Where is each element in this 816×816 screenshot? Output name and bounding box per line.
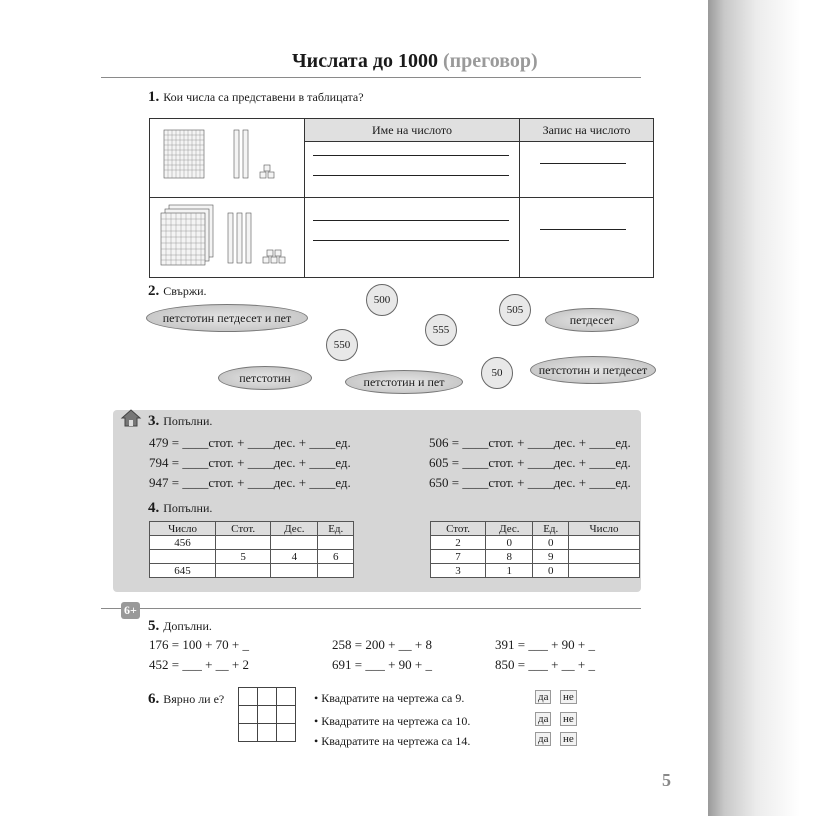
unit-units: ед. <box>615 435 631 450</box>
yes-option[interactable]: да <box>535 712 551 726</box>
unit-hundreds: стот. + <box>488 435 525 450</box>
table-cell: 6 <box>318 550 354 564</box>
table-header: Число <box>569 522 640 536</box>
bird-number[interactable] <box>326 329 358 361</box>
ex5-equation[interactable]: 391 = ___ + 90 + _ <box>495 637 595 652</box>
ex3-row: 479 = ____стот. + ____дес. + ____ед. <box>149 435 351 450</box>
table-cell[interactable] <box>216 564 271 578</box>
unit-tens: дес. + <box>273 475 307 490</box>
unit-tens: дес. + <box>553 435 587 450</box>
ex2-instruction: Свържи. <box>163 284 207 298</box>
base-ten-blocks-icon <box>151 199 301 271</box>
feather-label: петстотин петдесет и пет <box>162 310 292 325</box>
unit-hundreds: стот. + <box>208 455 245 470</box>
table-cell: 7 <box>431 550 486 564</box>
ex2-heading <box>148 282 207 300</box>
bird-label: 505 <box>506 304 524 316</box>
answer-line[interactable] <box>313 175 509 176</box>
ex3-row: 605 = ____стот. + ____дес. + ____ед. <box>429 455 631 470</box>
ex1-row2-record-cell[interactable] <box>520 198 654 278</box>
ex6-statement: • Квадратите на чертежа са 14. <box>314 734 471 748</box>
title-sub: (преговор) <box>442 50 538 72</box>
yes-option[interactable]: да <box>535 732 551 746</box>
table-row <box>150 564 354 578</box>
feather-label: петстотин и петдесет <box>538 362 648 377</box>
no-option[interactable]: не <box>560 732 577 746</box>
bird-label: 50 <box>491 367 503 379</box>
table-cell: 1 <box>486 564 533 578</box>
section-rule <box>101 608 641 609</box>
table-cell[interactable] <box>271 536 318 550</box>
ex6-heading <box>148 690 224 708</box>
ex4-instruction: Попълни. <box>163 501 213 515</box>
unit-tens: дес. + <box>273 455 307 470</box>
ex1-heading <box>148 88 364 106</box>
table-header: Дес. <box>271 522 318 536</box>
ex4-right-table <box>430 521 640 578</box>
unit-hundreds: стот. + <box>488 455 525 470</box>
feather-card[interactable] <box>218 366 312 390</box>
ex3-left-column <box>149 433 351 493</box>
unit-tens: дес. + <box>553 475 587 490</box>
table-cell: 0 <box>486 536 533 550</box>
no-option[interactable]: не <box>560 690 577 704</box>
table-header: Стот. <box>216 522 271 536</box>
ex5-instruction: Допълни. <box>163 619 212 633</box>
ex1-table <box>149 118 654 278</box>
table-cell: 0 <box>533 564 569 578</box>
ex5-equation[interactable]: 850 = ___ + __ + _ <box>495 657 595 672</box>
ex1-row1-record-cell[interactable] <box>520 142 654 198</box>
ex1-row2-name-cell[interactable] <box>305 198 520 278</box>
ex3-number-text: 479 = <box>149 435 180 450</box>
ex1-question: Кои числа са представени в таблицата? <box>163 90 364 104</box>
table-header: Ед. <box>318 522 354 536</box>
ex3-number-text: 605 = <box>429 455 460 470</box>
ex3-right-column <box>429 433 631 493</box>
answer-line[interactable] <box>313 220 509 221</box>
bird-number[interactable] <box>481 357 513 389</box>
bird-number[interactable] <box>366 284 398 316</box>
ex3-heading <box>148 412 212 430</box>
feather-card[interactable] <box>530 356 656 384</box>
house-icon <box>120 408 142 428</box>
unit-units: ед. <box>335 435 351 450</box>
yes-option[interactable]: да <box>535 690 551 704</box>
table-cell[interactable] <box>150 550 216 564</box>
feather-card[interactable] <box>545 308 639 332</box>
ex3-number-text: 794 = <box>149 455 180 470</box>
bird-number[interactable] <box>499 294 531 326</box>
feather-label: петстотин и пет <box>363 374 445 389</box>
feather-card[interactable] <box>146 304 308 332</box>
unit-hundreds: стот. + <box>208 435 245 450</box>
unit-hundreds: стот. + <box>208 475 245 490</box>
table-row <box>150 536 354 550</box>
ex3-row: 650 = ____стот. + ____дес. + ____ед. <box>429 475 631 490</box>
bird-label: 550 <box>333 339 351 351</box>
table-cell: 645 <box>150 564 216 578</box>
ex5-equation[interactable]: 452 = ___ + __ + 2 <box>149 657 249 672</box>
no-option[interactable]: не <box>560 712 577 726</box>
ex2-number: 2. <box>148 283 160 299</box>
level-badge: 6+ <box>121 602 140 619</box>
table-header: Дес. <box>486 522 533 536</box>
bird-label: 555 <box>432 324 450 336</box>
table-header: Число <box>150 522 216 536</box>
ex3-row: 947 = ____стот. + ____дес. + ____ед. <box>149 475 351 490</box>
ex5-equation[interactable]: 691 = ___ + 90 + _ <box>332 657 432 672</box>
ex6-question: Вярно ли е? <box>163 692 225 706</box>
feather-label: петдесет <box>569 312 615 327</box>
unit-units: ед. <box>615 455 631 470</box>
table-cell: 3 <box>431 564 486 578</box>
table-cell: 4 <box>271 550 318 564</box>
ex6-number: 6. <box>148 691 160 707</box>
feather-card[interactable] <box>345 370 463 394</box>
table-cell[interactable] <box>318 536 354 550</box>
ex5-equation[interactable]: 176 = 100 + 70 + _ <box>149 637 249 652</box>
ex6-statement: • Квадратите на чертежа са 9. <box>314 691 465 705</box>
ex3-number-text: 650 = <box>429 475 460 490</box>
squares-grid <box>238 687 296 742</box>
unit-tens: дес. + <box>273 435 307 450</box>
unit-units: ед. <box>335 455 351 470</box>
answer-line[interactable] <box>313 240 509 241</box>
table-cell: 0 <box>533 536 569 550</box>
table-cell[interactable] <box>216 536 271 550</box>
ex5-number: 5. <box>148 618 160 634</box>
table-cell: 8 <box>486 550 533 564</box>
table-cell: 5 <box>216 550 271 564</box>
table-cell[interactable] <box>318 564 354 578</box>
table-cell: 456 <box>150 536 216 550</box>
ex3-instruction: Попълни. <box>163 414 213 428</box>
bird-number[interactable] <box>425 314 457 346</box>
table-row <box>150 550 354 564</box>
feather-label: петстотин <box>239 370 291 385</box>
ex1-row1-name-cell[interactable] <box>305 142 520 198</box>
ex1-row2-blocks <box>150 198 305 278</box>
table-header: Ед. <box>533 522 569 536</box>
table-header: Стот. <box>431 522 486 536</box>
unit-units: ед. <box>335 475 351 490</box>
ex3-row: 794 = ____стот. + ____дес. + ____ед. <box>149 455 351 470</box>
ex4-number: 4. <box>148 500 160 516</box>
ex5-heading <box>148 617 212 635</box>
ex1-col-record: Запис на числото <box>520 119 654 142</box>
base-ten-blocks-icon <box>152 120 302 192</box>
title-main: Числата до 1000 <box>292 50 438 72</box>
unit-hundreds: стот. + <box>488 475 525 490</box>
title-rule <box>101 77 641 78</box>
unit-units: ед. <box>615 475 631 490</box>
ex6-statement: • Квадратите на чертежа са 10. <box>314 714 471 728</box>
table-cell[interactable] <box>569 536 640 550</box>
table-row <box>431 564 640 578</box>
ex3-number-text: 947 = <box>149 475 180 490</box>
table-cell[interactable] <box>569 550 640 564</box>
table-cell: 2 <box>431 536 486 550</box>
ex3-number-text: 506 = <box>429 435 460 450</box>
page-number: 5 <box>662 770 671 790</box>
table-cell: 9 <box>533 550 569 564</box>
ex1-number: 1. <box>148 89 160 105</box>
page-title <box>292 50 538 73</box>
ex3-row: 506 = ____стот. + ____дес. + ____ед. <box>429 435 631 450</box>
ex1-col-name: Име на числото <box>305 119 520 142</box>
ex4-heading <box>148 499 212 517</box>
unit-tens: дес. + <box>553 455 587 470</box>
answer-line[interactable] <box>313 155 509 156</box>
table-cell[interactable] <box>569 564 640 578</box>
answer-line[interactable] <box>540 229 626 230</box>
ex3-number: 3. <box>148 413 160 429</box>
answer-line[interactable] <box>540 163 626 164</box>
ex1-row1-blocks <box>150 119 305 198</box>
page-edge-shadow <box>708 0 816 816</box>
ex4-left-table <box>149 521 354 578</box>
ex5-equation[interactable]: 258 = 200 + __ + 8 <box>332 637 432 652</box>
table-cell[interactable] <box>271 564 318 578</box>
bird-label: 500 <box>373 294 391 306</box>
table-row <box>431 536 640 550</box>
table-row <box>431 550 640 564</box>
